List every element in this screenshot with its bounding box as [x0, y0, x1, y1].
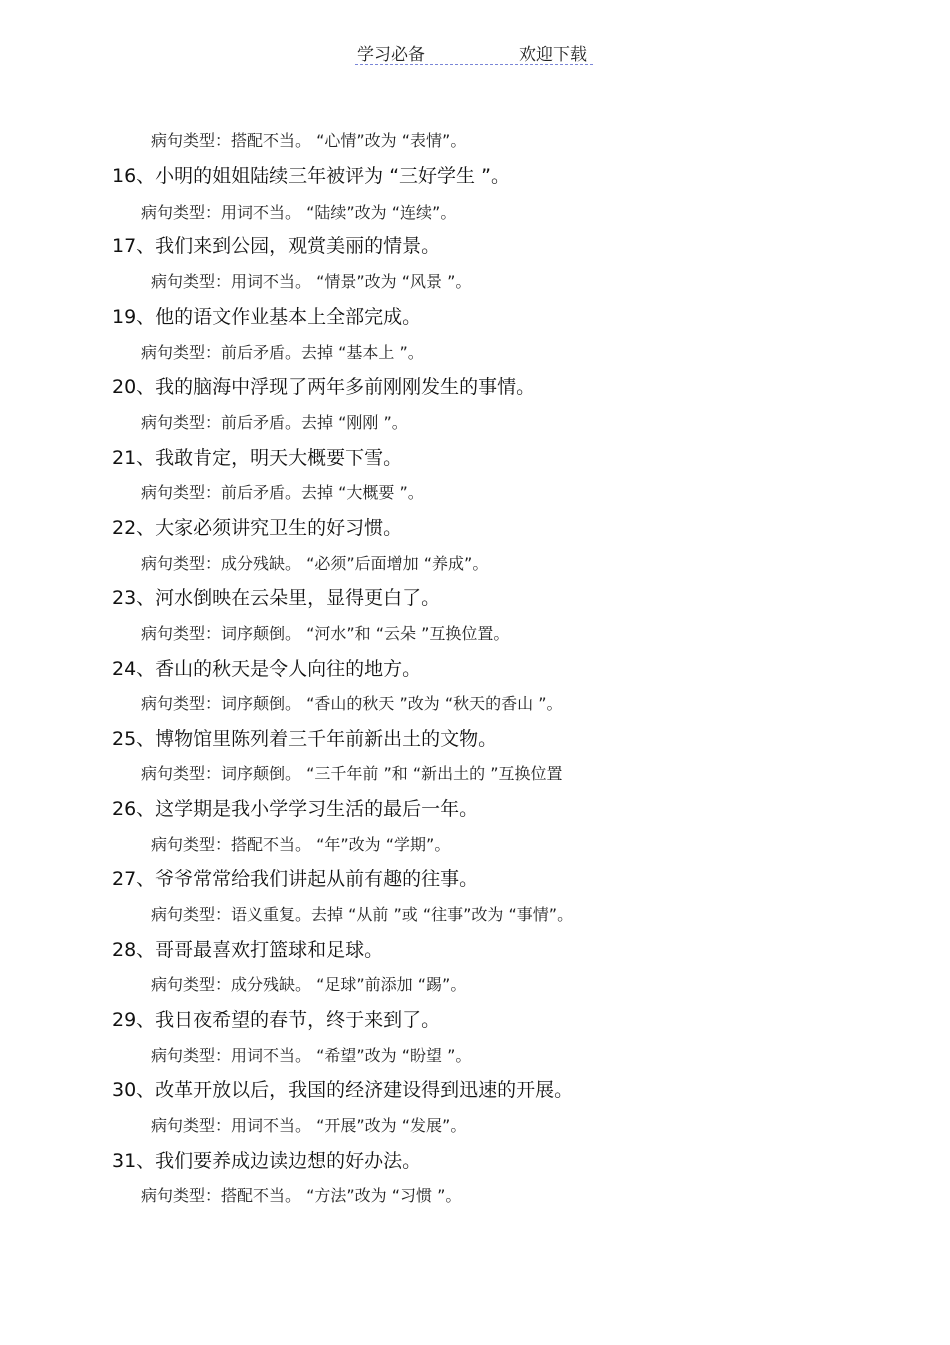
answer-line: 病句类型：搭配不当。 “心情”改为 “表情”。: [151, 131, 467, 150]
answer-line: 病句类型：词序颠倒。 “三千年前 ”和 “新出土的 ”互换位置: [141, 764, 563, 783]
answer-line: 病句类型：用词不当。 “陆续”改为 “连续”。: [141, 203, 457, 222]
question-line: 28、哥哥最喜欢打篮球和足球。: [112, 939, 384, 961]
answer-line: 病句类型：用词不当。 “情景”改为 “风景 ”。: [151, 272, 472, 291]
question-line: 17、我们来到公园，观赏美丽的情景。: [112, 235, 441, 257]
page-header: [0, 40, 950, 70]
question-line: 20、我的脑海中浮现了两年多前刚刚发生的事情。: [112, 376, 536, 398]
answer-line: 病句类型：前后矛盾。去掉 “大概要 ”。: [141, 483, 424, 502]
answer-line: 病句类型：用词不当。 “开展”改为 “发展”。: [151, 1116, 467, 1135]
header-left-text: 学习必备: [357, 45, 425, 65]
question-line: 22、大家必须讲究卫生的好习惯。: [112, 517, 403, 539]
question-line: 16、小明的姐姐陆续三年被评为 “三好学生 ”。: [112, 165, 510, 187]
answer-line: 病句类型：词序颠倒。 “香山的秋天 ”改为 “秋天的香山 ”。: [141, 694, 563, 713]
answer-line: 病句类型：成分残缺。 “足球”前添加 “踢”。: [151, 975, 467, 994]
answer-line: 病句类型：搭配不当。 “方法”改为 “习惯 ”。: [141, 1186, 462, 1205]
answer-line: 病句类型：前后矛盾。去掉 “刚刚 ”。: [141, 413, 408, 432]
question-line: 23、河水倒映在云朵里，显得更白了。: [112, 587, 441, 609]
answer-line: 病句类型：语义重复。去掉 “从前 ”或 “往事”改为 “事情”。: [151, 905, 574, 924]
question-line: 19、他的语文作业基本上全部完成。: [112, 306, 422, 328]
answer-line: 病句类型：用词不当。 “希望”改为 “盼望 ”。: [151, 1046, 472, 1065]
answer-line: 病句类型：搭配不当。 “年”改为 “学期”。: [151, 835, 451, 854]
header-right-text: 欢迎下载: [519, 45, 587, 65]
question-line: 29、我日夜希望的春节，终于来到了。: [112, 1009, 441, 1031]
question-line: 21、我敢肯定，明天大概要下雪。: [112, 447, 403, 469]
header-dashed-rule: [355, 64, 593, 65]
answer-line: 病句类型：成分残缺。 “必须”后面增加 “养成”。: [141, 554, 489, 573]
answer-line: 病句类型：词序颠倒。 “河水”和 “云朵 ”互换位置。: [141, 624, 510, 643]
answer-line: 病句类型：前后矛盾。去掉 “基本上 ”。: [141, 343, 424, 362]
question-line: 24、香山的秋天是令人向往的地方。: [112, 658, 422, 680]
question-line: 26、这学期是我小学学习生活的最后一年。: [112, 798, 479, 820]
question-line: 31、我们要养成边读边想的好办法。: [112, 1150, 422, 1172]
question-line: 27、爷爷常常给我们讲起从前有趣的往事。: [112, 868, 479, 890]
question-line: 30、改革开放以后，我国的经济建设得到迅速的开展。: [112, 1079, 574, 1101]
question-line: 25、博物馆里陈列着三千年前新出土的文物。: [112, 728, 498, 750]
